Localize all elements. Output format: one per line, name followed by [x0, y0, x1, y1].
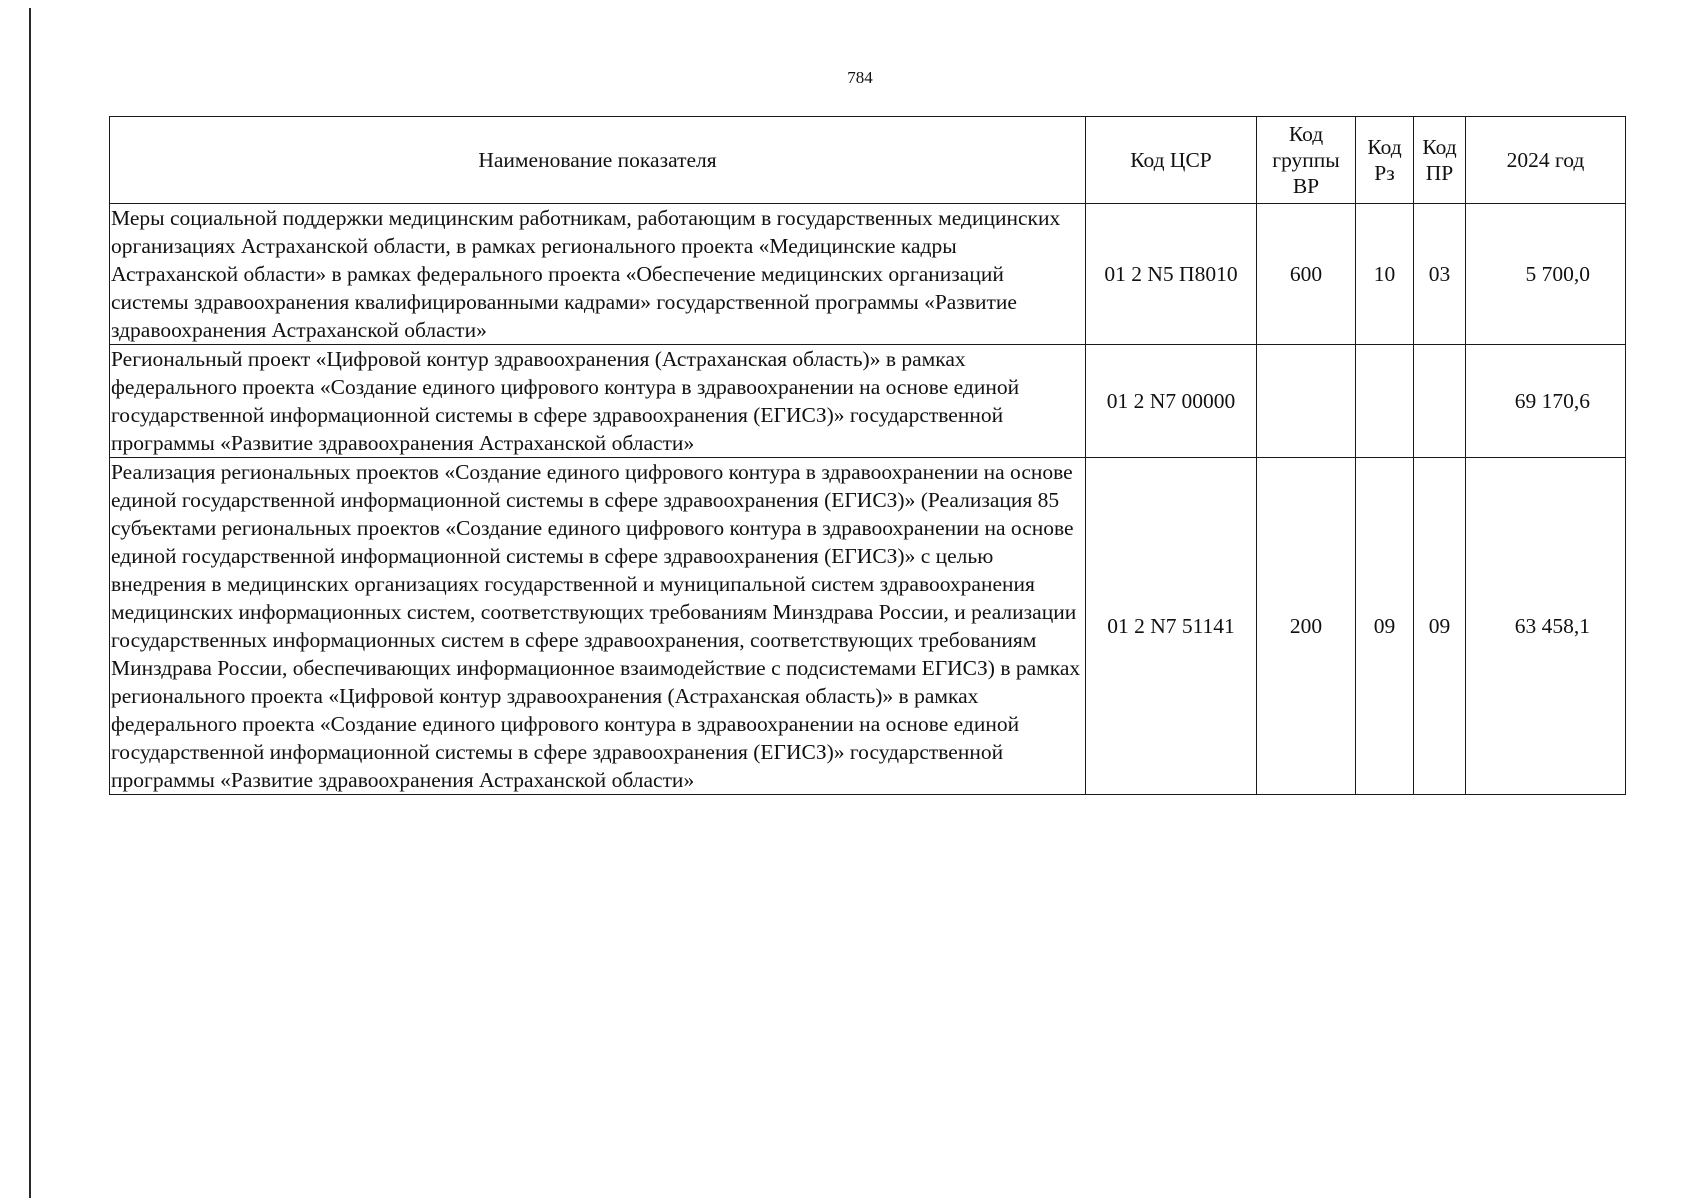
row-amount: 69 170,6	[1466, 345, 1626, 458]
row-csr-code: 01 2 N7 51141	[1086, 458, 1257, 795]
table-row	[110, 458, 1626, 795]
header-rz-code: Код Рз	[1356, 117, 1414, 204]
row-pr-code	[1414, 345, 1466, 458]
binding-margin-line	[29, 8, 31, 1198]
header-year: 2024 год	[1466, 117, 1626, 204]
row-pr-code: 09	[1414, 458, 1466, 795]
row-pr-code: 03	[1414, 204, 1466, 345]
header-vr-group-code: Код группы ВР	[1257, 117, 1356, 204]
row-vr-code	[1257, 345, 1356, 458]
row-csr-code: 01 2 N5 П8010	[1086, 204, 1257, 345]
row-rz-code: 10	[1356, 204, 1414, 345]
row-vr-code: 200	[1257, 458, 1356, 795]
row-csr-code: 01 2 N7 00000	[1086, 345, 1257, 458]
row-vr-code: 600	[1257, 204, 1356, 345]
header-pr-code: Код ПР	[1414, 117, 1466, 204]
row-name: Региональный проект «Цифровой контур здравоохранения (Астраханская область)» в рамках федерального проекта «Создание единого цифрового контура в здравоохранении на основе единой государственной информационной системы в сфере здравоохранения (ЕГИСЗ)» государственной программы «Развитие здравоохранения Астраханской области»	[110, 345, 1086, 458]
row-rz-code: 09	[1356, 458, 1414, 795]
row-rz-code	[1356, 345, 1414, 458]
page-number: 784	[847, 68, 873, 87]
table-header-row	[110, 117, 1626, 204]
header-name: Наименование показателя	[110, 117, 1086, 204]
row-amount: 63 458,1	[1466, 458, 1626, 795]
row-amount: 5 700,0	[1466, 204, 1626, 345]
table-row	[110, 204, 1626, 345]
row-name: Меры социальной поддержки медицинским работникам, работающим в государственных медицинских организациях Астраханской области, в рамках регионального проекта «Медицинские кадры Астраханской области» в рамках федерального проекта «Обеспечение медицинских организаций системы здравоохранения квалифицированными кадрами» государственной программы «Развитие здравоохранения Астраханской области»	[110, 204, 1086, 345]
table-row	[110, 345, 1626, 458]
header-csr-code: Код ЦСР	[1086, 117, 1257, 204]
row-name: Реализация региональных проектов «Создание единого цифрового контура в здравоохранении на основе единой государственной информационной системы в сфере здравоохранения (ЕГИСЗ)» (Реализация 85 субъектами региональных проектов «Создание единого цифрового контура в здравоохранении на основе единой государственной информационной системы в сфере здравоохранения (ЕГИСЗ)» с целью внедрения в медицинских организациях государственной и муниципальной систем здравоохранения медицинских информационных систем, соответствующих требованиям Минздрава России, и реализации государственных информационных систем в сфере здравоохранения, соответствующих требованиям Минздрава России, обеспечивающих информационное взаимодействие с подсистемами ЕГИСЗ) в рамках регионального проекта «Цифровой контур здравоохранения (Астраханская область)» в рамках федерального проекта «Создание единого цифрового контура в здравоохранении на основе единой государственной информационной системы в сфере здравоохранения (ЕГИСЗ)» государственной программы «Развитие здравоохранения Астраханской области»	[110, 458, 1086, 795]
budget-table	[109, 116, 1626, 795]
